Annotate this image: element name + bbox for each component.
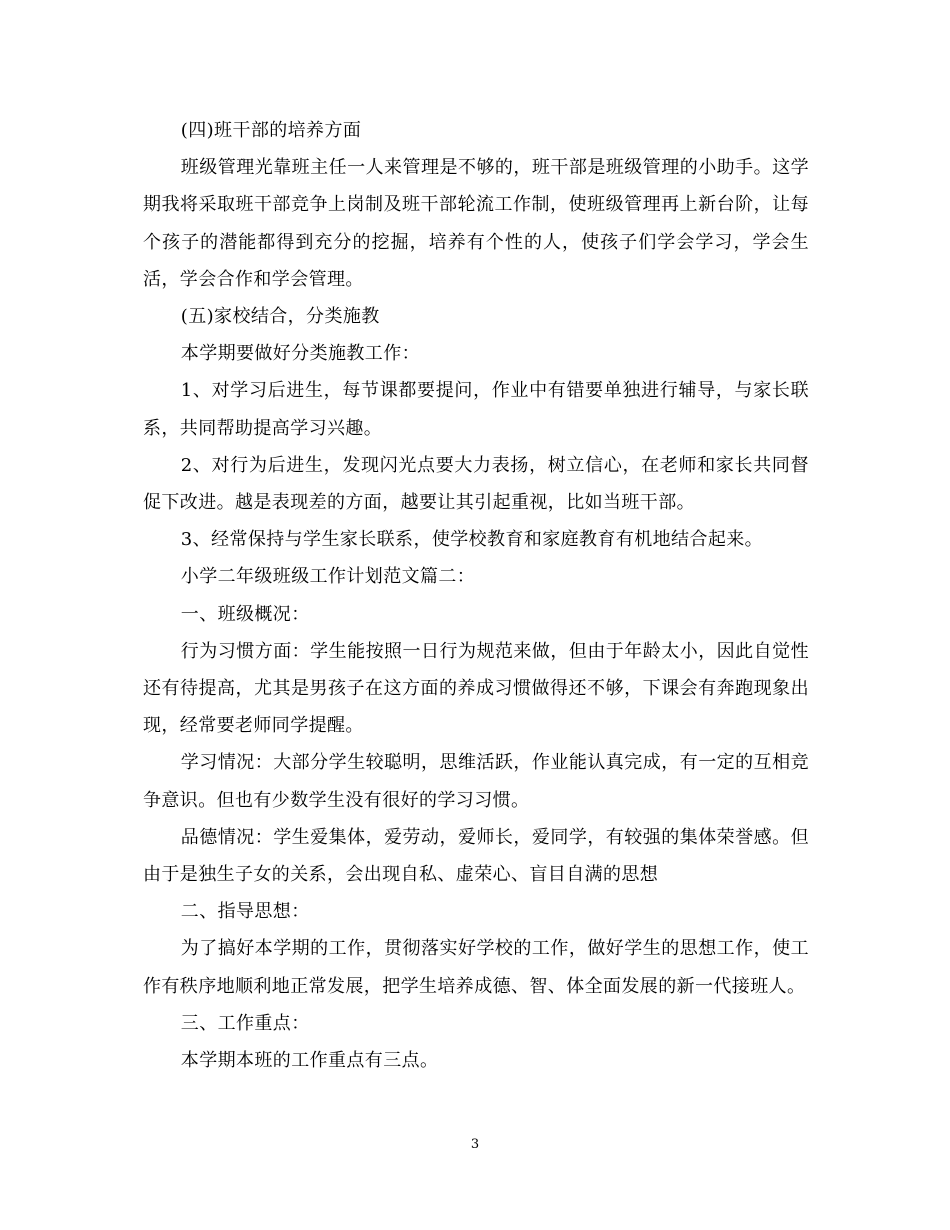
heading-guiding-ideology: 二、指导思想： xyxy=(180,901,310,923)
heading-class-cadre-training: (四)班干部的培养方面 xyxy=(180,120,362,141)
paragraph-learning-situation: 学习情况：大部分学生较聪明，思维活跃，作业能认真完成，有一定的互相竞争意识。但也有少数学生没有很好的学习习惯。 xyxy=(143,752,809,811)
list-item-3: 3、经常保持与学生家长联系，使学校教育和家庭教育有机地结合起来。 xyxy=(180,529,764,551)
paragraph-classified-teaching-intro: 本学期要做好分类施教工作： xyxy=(180,343,420,365)
paragraph-work-focus: 本学期本班的工作重点有三点。 xyxy=(180,1050,439,1072)
paragraph-class-cadre-management: 班级管理光靠班主任一人来管理是不够的，班干部是班级管理的小助手。这学期我将采取班干部竞争上岗制及班干部轮流工作制，使班级管理再上新台阶，让每个孩子的潜能都得到充分的挖掘，培养有个性的人，使孩子们学会学习，学会生活，学会合作和学会管理。 xyxy=(143,157,809,290)
heading-class-overview: 一、班级概况： xyxy=(180,603,310,625)
list-item-1: 1、对学习后进生，每节课都要提问，作业中有错要单独进行辅导，与家长联系，共同帮助提高学习兴趣。 xyxy=(143,380,809,439)
paragraph-guiding-ideology: 为了搞好本学期的工作，贯彻落实好学校的工作，做好学生的思想工作，使工作有秩序地顺利地正常发展，把学生培养成德、智、体全面发展的新一代接班人。 xyxy=(143,938,809,997)
page-number: 3 xyxy=(470,1137,480,1152)
section-title-plan-two: 小学二年级班级工作计划范文篇二： xyxy=(180,566,476,588)
document-body xyxy=(143,112,809,1079)
list-item-2: 2、对行为后进生，发现闪光点要大力表扬，树立信心，在老师和家长共同督促下改进。越是表现差的方面，越要让其引起重视，比如当班干部。 xyxy=(143,454,809,514)
paragraph-behavior-habits: 行为习惯方面：学生能按照一日行为规范来做，但由于年龄太小，因此自觉性还有待提高，尤其是男孩子在这方面的养成习惯做得还不够，下课会有奔跑现象出现，经常要老师同学提醒。 xyxy=(143,640,809,737)
heading-home-school-cooperation: (五)家校结合，分类施教 xyxy=(180,306,380,328)
paragraph-moral-situation: 品德情况：学生爱集体，爱劳动，爱师长，爱同学，有较强的集体荣誉感。但由于是独生子女的关系，会出现自私、虚荣心、盲目自满的思想 xyxy=(143,826,809,886)
heading-work-focus: 三、工作重点： xyxy=(180,1012,310,1034)
